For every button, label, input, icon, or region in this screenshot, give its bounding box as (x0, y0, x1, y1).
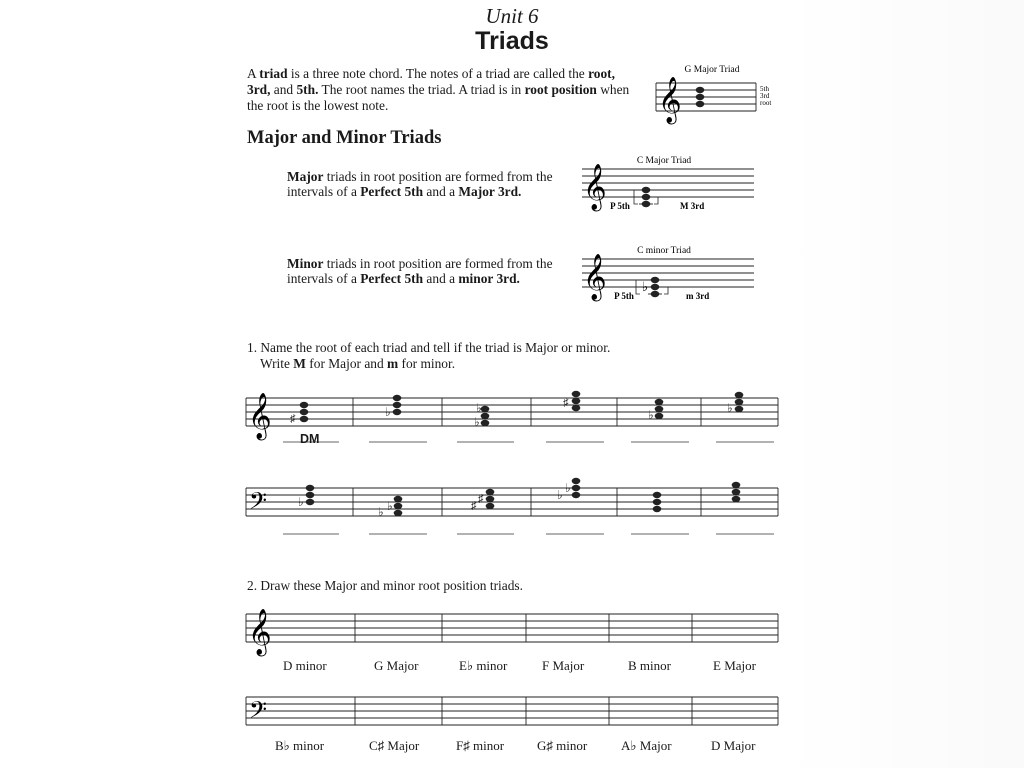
text-run: for Major and (305, 356, 388, 371)
minor-third-label: m 3rd (686, 291, 710, 301)
triad-name-label: G Major (374, 658, 419, 673)
triad-notes (696, 87, 705, 107)
svg-text:♯: ♯ (478, 493, 484, 505)
svg-text:♭: ♭ (648, 408, 654, 422)
bass-clef-icon: 𝄢 (249, 698, 268, 729)
text-run: when the root is the lowest note. (247, 82, 630, 113)
text-run: triads in root position are formed from the intervals of a (287, 256, 553, 286)
perfect-fifth-label: P 5th (614, 291, 634, 301)
triad-name-label: G♯ minor (537, 738, 588, 753)
text-run: root, (588, 66, 615, 81)
text-run: triads in root position are formed from the intervals of a (287, 169, 553, 199)
text-run: and (270, 82, 297, 97)
triad-name-label: E Major (713, 658, 756, 673)
example-title: C Major Triad (636, 156, 692, 166)
triad-name-label: D Major (711, 738, 756, 753)
text-run: Perfect 5th (360, 271, 424, 286)
svg-text:♭: ♭ (378, 505, 384, 519)
triad-name-label: E♭ minor (459, 658, 508, 673)
unit-label: Unit 6 (485, 4, 539, 28)
page-title: Triads (475, 27, 549, 55)
exercise1-instruction: 1. Name the root of each triad and tell if the triad is Major or minor. (247, 340, 611, 355)
chord-5 (648, 399, 663, 422)
text-run: and a (423, 271, 459, 286)
perfect-fifth-label: P 5th (610, 201, 630, 211)
exercise2-bass-staff (246, 693, 781, 733)
svg-text:♯: ♯ (290, 413, 296, 425)
text-run: for minor. (398, 356, 456, 371)
triad-name-label: D minor (283, 658, 327, 673)
svg-text:♯: ♯ (563, 397, 569, 409)
triad-name-label: B minor (628, 658, 671, 673)
treble-clef-icon: 𝄞 (248, 609, 272, 654)
bass-clef-icon: 𝄢 (249, 489, 268, 520)
svg-text:♯: ♯ (471, 500, 477, 512)
example-title: G Major Triad (684, 65, 740, 75)
chord-5 (653, 492, 662, 512)
root-label: root (760, 99, 772, 107)
text-run: minor 3rd. (458, 271, 520, 286)
svg-text:♭: ♭ (474, 415, 480, 429)
svg-text:♭: ♭ (387, 499, 393, 513)
chord-4 (563, 391, 580, 411)
svg-text:♭: ♭ (727, 401, 733, 415)
fifth-label: 5th (760, 85, 769, 93)
g-major-triad-example (648, 60, 778, 122)
example-title: C minor Triad (637, 246, 691, 256)
triad-name-label: F Major (542, 658, 585, 673)
treble-clef-icon: 𝄞 (658, 77, 682, 122)
chord-3 (471, 489, 494, 512)
example-answer: DM (300, 432, 320, 446)
c-major-triad-example (582, 152, 757, 217)
text-run: Write (260, 356, 294, 371)
text-run: A (247, 66, 260, 81)
exercise1-instruction-line2 (260, 356, 455, 372)
svg-text:♭: ♭ (298, 495, 304, 509)
exercise1-treble-staff (246, 394, 781, 454)
major-triads-text (287, 169, 572, 199)
exercise2-instruction: 2. Draw these Major and minor root position triads. (247, 578, 523, 593)
text-run: M (293, 356, 306, 371)
chord-6 (727, 392, 743, 415)
svg-text:♭: ♭ (476, 401, 482, 415)
text-run: and a (423, 184, 459, 199)
text-run: root position (524, 82, 597, 97)
text-run: is a three note chord. The notes of a triad are called the (287, 66, 589, 81)
text-run: Perfect 5th (360, 184, 424, 199)
svg-text:♭: ♭ (557, 488, 563, 502)
section-heading: Major and Minor Triads (247, 128, 442, 148)
third-label: 3rd (760, 92, 770, 100)
text-run: 3rd, (247, 82, 271, 97)
treble-clef-icon: 𝄞 (248, 393, 272, 438)
svg-text:♭: ♭ (385, 405, 391, 419)
triad-name-label: C♯ Major (369, 738, 420, 753)
text-run: The root names the triad. A triad is in (318, 82, 525, 97)
page-edge-shadow (784, 0, 1024, 768)
text-run: Major (287, 169, 324, 184)
exercise2-treble-staff (246, 609, 781, 654)
text-run: Major 3rd. (458, 184, 522, 199)
major-third-label: M 3rd (680, 201, 705, 211)
text-run: Minor (287, 256, 324, 271)
flat-icon: ♭ (642, 279, 649, 294)
triad-name-label: B♭ minor (275, 738, 325, 753)
chord-2 (378, 496, 402, 519)
text-run: 5th. (296, 82, 319, 97)
exercise1-bass-staff (246, 481, 781, 544)
treble-clef-icon: 𝄞 (583, 254, 607, 299)
triad-name-label: A♭ Major (621, 738, 672, 753)
treble-clef-icon: 𝄞 (583, 164, 607, 209)
chord-6 (732, 482, 741, 502)
text-run: triad (259, 66, 288, 81)
triad-name-label: F♯ minor (456, 738, 505, 753)
chord-4 (557, 478, 580, 502)
text-run: m (387, 356, 399, 371)
minor-triads-text (287, 256, 572, 286)
svg-text:♭: ♭ (565, 481, 571, 495)
intro-paragraph (247, 66, 637, 114)
c-minor-triad-example (582, 242, 757, 307)
